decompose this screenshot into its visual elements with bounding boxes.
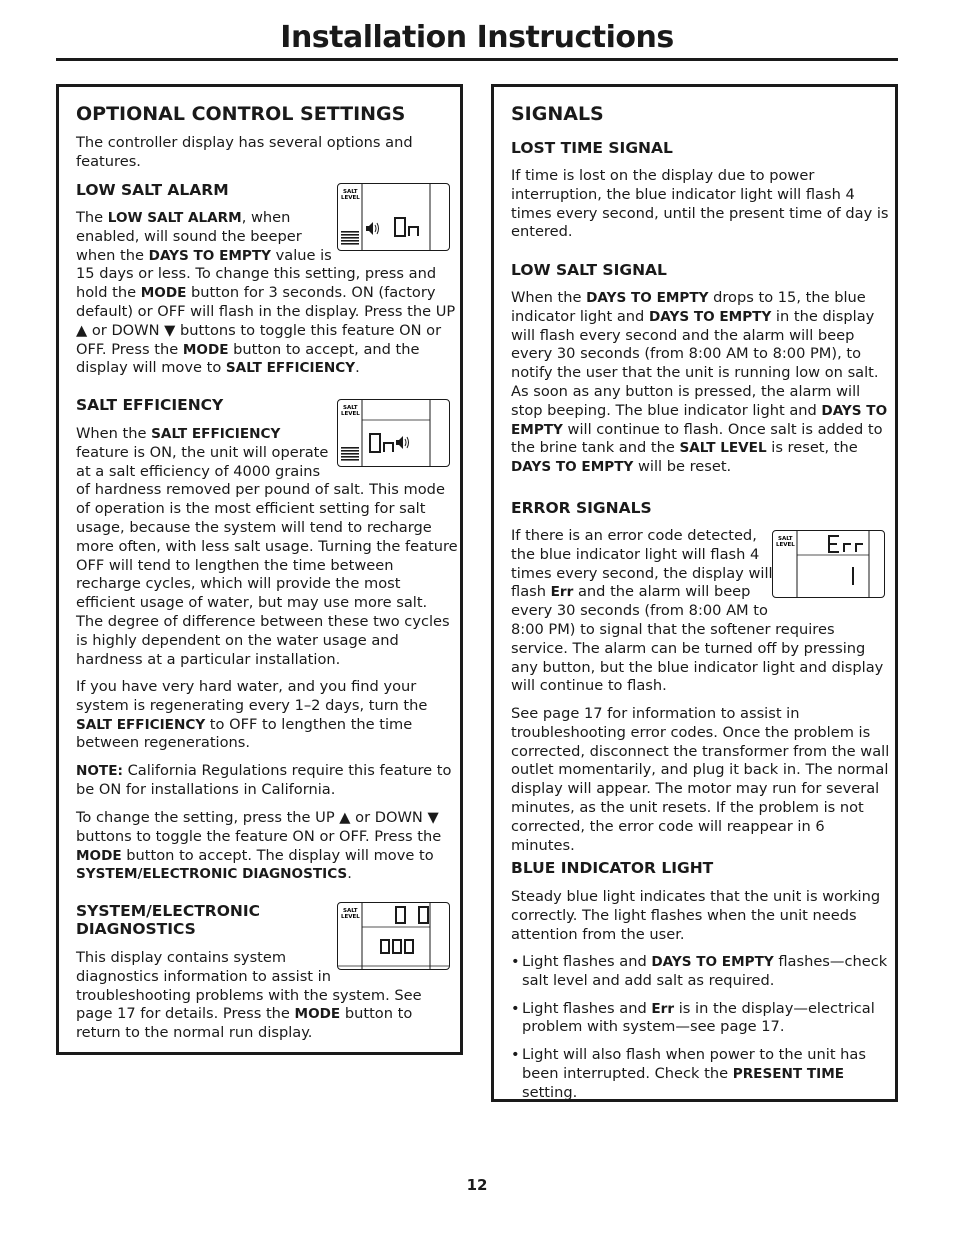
- up-arrow-icon: ▲: [76, 321, 88, 339]
- blue-indicator-paragraph: [511, 888, 891, 944]
- term-system-diagnostics: SYSTEM/ELECTRONIC DIAGNOSTICS: [76, 866, 348, 883]
- low-salt-alarm-paragraph: The LOW SALT ALARM, when enabled, will sound the beeper when the DAYS TO EMPTY value is 15 days or less. To change this setting, press and hold the MODE button for 3 seconds. ON (factory default) or OFF will flash in the display. Press the UP ▲ or DOWN ▼ buttons to toggle this feature ON or OFF. Press the MODE button to accept, and the display will move to SALT EFFICIENCY.: [76, 209, 456, 377]
- term-present-time: PRESENT TIME: [732, 1065, 845, 1082]
- diagnostics-paragraph: This display contains system diagnostics information to assist in troubleshooting problems with the system. See page 17 for details. Press the MODE button to return to the normal run display.: [76, 949, 422, 1042]
- title-rule: [56, 58, 898, 61]
- lcd-level-label: LEVEL: [341, 411, 360, 417]
- blue-indicator-text: Steady blue light indicates that the unit is working correctly. The light flashes when the unit needs attention from the user.: [511, 888, 881, 943]
- term-mode: MODE: [76, 847, 122, 864]
- lcd-level-label: LEVEL: [776, 542, 795, 548]
- up-arrow-icon: ▲: [339, 809, 351, 826]
- salt-efficiency-paragraph: When the SALT EFFICIENCY feature is ON, the unit will operate at a salt efficiency of 4000 grains of hardness removed per pound of salt. This mode of operation is the most efficient setting for salt usage, because the system will tend to recharge more often, with less salt usage. Turning the feature OFF will tend to lengthen the time between recharge cycles, which will provide the most efficient usage of water, but may use more salt. The degree of difference between these two cycles is highly dependent on the water usage and hardness at a particular installation.: [76, 425, 458, 668]
- lcd-level-label: LEVEL: [341, 195, 360, 201]
- intro-text: The controller display has several options and features.: [76, 134, 413, 170]
- term-days-to-empty: DAYS TO EMPTY: [511, 402, 888, 438]
- lcd-salt-label: SALT: [343, 189, 358, 195]
- term-salt-level: SALT LEVEL: [679, 440, 767, 457]
- term-err: Err: [651, 1000, 675, 1017]
- signals-heading: SIGNALS: [511, 103, 604, 125]
- term-days-to-empty: DAYS TO EMPTY: [148, 247, 271, 264]
- term-salt-efficiency: SALT EFFICIENCY: [225, 360, 356, 377]
- note-label: NOTE:: [76, 763, 123, 779]
- lost-time-text: If time is lost on the display due to power interruption, the blue indicator light will flash 4 times every second, until the present time of day is entered.: [511, 167, 889, 241]
- lcd-salt-label: SALT: [343, 405, 358, 411]
- error-signals-paragraph-2: [511, 705, 891, 855]
- term-err: Err: [550, 584, 574, 601]
- low-salt-alarm-heading: LOW SALT ALARM: [76, 181, 229, 199]
- error-signals-paragraph: If there is an error code detected, the blue indicator light will flash 4 times every second, the display will flash Err and the alarm will beep every 30 seconds (from 8:00 AM to 8:00 PM) to signal that the softener requires service. The alarm can be turned off by pressing any button, but the blue indicator light and display will continue to flash.: [511, 527, 884, 695]
- term-salt-efficiency: SALT EFFICIENCY: [151, 426, 281, 442]
- term-days-to-empty: DAYS TO EMPTY: [586, 290, 709, 306]
- lcd-level-label: LEVEL: [341, 914, 360, 920]
- term-mode: MODE: [182, 341, 229, 358]
- optional-control-settings-panel: [56, 84, 463, 1055]
- change-setting-paragraph: To change the setting, press the UP ▲ or DOWN ▼ buttons to toggle the feature ON or OFF. Press the MODE button to accept. The display will move to SYSTEM/ELECTRONIC DIAGNOSTICS.: [76, 809, 442, 883]
- list-item: • Light will also flash when power to the unit has been interrupted. Check the PRESENT TIME setting.: [511, 1046, 891, 1102]
- page-number: 12: [466, 1176, 488, 1194]
- list-item: • Light flashes and DAYS TO EMPTY flashes—check salt level and add salt as required.: [511, 953, 891, 991]
- low-salt-signal-paragraph: When the DAYS TO EMPTY drops to 15, the blue indicator light and DAYS TO EMPTY in the display will flash every second and the alarm will beep every 30 seconds (from 8:00 AM to 8:00 PM), to notify the user that the unit is running low on salt. As soon as any button is pressed, the alarm will stop beeping. The blue indicator light and DAYS TO EMPTY will continue to flash. Once salt is added to the brine tank and the SALT LEVEL is reset, the DAYS TO EMPTY will be reset.: [511, 289, 888, 476]
- list-item: • Light flashes and Err is in the display—electrical problem with system—see page 17.: [511, 1000, 891, 1038]
- blue-indicator-heading: BLUE INDICATOR LIGHT: [511, 859, 714, 877]
- signals-panel: [491, 84, 898, 1102]
- down-arrow-icon: ▼: [427, 809, 439, 826]
- term-days-to-empty: DAYS TO EMPTY: [511, 459, 634, 476]
- lcd-salt-label: SALT: [778, 536, 793, 542]
- term-mode: MODE: [294, 1006, 341, 1023]
- error-help-text: See page 17 for information to assist in troubleshooting error codes. Once the problem is corrected, disconnect the transformer from the wall outlet momentarily, and plug it back in. The normal display will appear. The motor may run for several minutes, as the unit resets. If the problem is not corrected, the error code will reappear in 6 minutes.: [511, 705, 890, 854]
- intro-paragraph: [76, 134, 458, 172]
- note-paragraph: NOTE: California Regulations require this feature to be ON for installations in California.: [76, 762, 452, 798]
- error-signals-heading: ERROR SIGNALS: [511, 499, 652, 517]
- lcd-salt-label: SALT: [343, 908, 358, 914]
- hard-water-paragraph: If you have very hard water, and you find your system is regenerating every 1–2 days, turn the SALT EFFICIENCY to OFF to lengthen the time between regenerations.: [76, 678, 428, 752]
- salt-efficiency-heading: SALT EFFICIENCY: [76, 396, 224, 414]
- term-low-salt-alarm: LOW SALT ALARM: [107, 210, 242, 226]
- diagnostics-heading: SYSTEM/ELECTRONIC DIAGNOSTICS: [76, 902, 261, 938]
- optional-control-settings-heading: OPTIONAL CONTROL SETTINGS: [76, 103, 406, 125]
- term-mode: MODE: [140, 285, 187, 302]
- term-salt-efficiency: SALT EFFICIENCY: [76, 716, 206, 733]
- low-salt-signal-heading: LOW SALT SIGNAL: [511, 261, 667, 279]
- term-days-to-empty: DAYS TO EMPTY: [648, 308, 772, 325]
- lost-time-heading: LOST TIME SIGNAL: [511, 139, 673, 157]
- down-arrow-icon: ▼: [164, 321, 176, 339]
- term-days-to-empty: DAYS TO EMPTY: [651, 954, 774, 970]
- blue-indicator-list: [511, 953, 891, 1112]
- lost-time-paragraph: [511, 167, 891, 242]
- page-title: Installation Instructions: [280, 20, 674, 55]
